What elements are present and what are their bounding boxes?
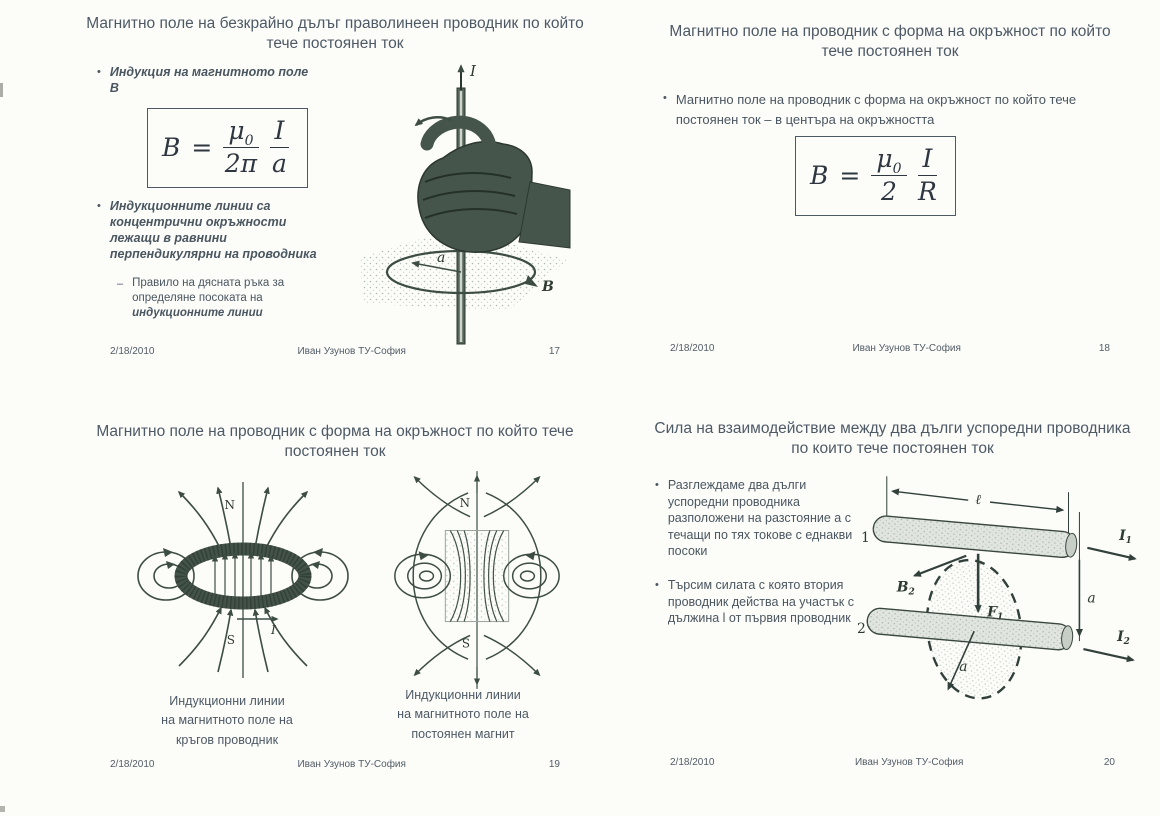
slide-20-title: Сила на взаимодействие между два дълги успоредни проводника по които тече постоянен ток — [654, 420, 1131, 458]
current-i-label: I — [271, 623, 276, 637]
bullet-circle-center — [663, 90, 1111, 129]
axis-and-flares — [179, 482, 307, 678]
caption-loop-line2: на магнитното поле на — [161, 713, 293, 728]
south-label: S — [461, 636, 471, 651]
length-ell-label: ℓ — [975, 492, 982, 509]
footer-page-number: 17 — [548, 346, 560, 357]
hand-illustration — [416, 117, 570, 252]
caption-loop-line3: кръгов проводник — [175, 732, 279, 747]
subbullet-text — [132, 276, 345, 321]
formula-equals: = — [839, 160, 861, 190]
footer-page-number: 19 — [548, 759, 560, 770]
loop-field-lines-figure — [121, 476, 366, 684]
formula-fraction-current — [270, 118, 290, 176]
conductor-1 — [872, 515, 1078, 559]
bullet-induction-line1: Индукция на магнитното поле — [109, 65, 309, 79]
caption-magnet-line2: на магнитното поле на — [397, 707, 529, 722]
caption-loop — [137, 692, 317, 750]
dash-marker: – — [117, 278, 124, 290]
current-symbol: I — [918, 146, 938, 176]
caption-magnet-line1: Индукционни линии — [405, 688, 521, 702]
force-f1-label: $F_1$ — [987, 604, 1004, 623]
mu-symbol: μ — [228, 116, 245, 145]
radius-symbol: R — [918, 176, 937, 206]
denominator-2: 2 — [880, 176, 897, 206]
bullet-marker: • — [97, 66, 101, 78]
bullet-force-sought-text: Търсим силата с която втория проводник действа на участък с дължина l от първия проводник — [667, 578, 854, 625]
denominator-2pi: 2π — [224, 148, 258, 178]
wire-2-label: 2 — [857, 621, 866, 638]
slide-footer — [110, 759, 560, 770]
footer-author: Иван Узунов ТУ-София — [852, 343, 961, 354]
north-label: N — [459, 495, 471, 510]
slide-18-title: Магнитно поле на проводник с форма на окръжност по който тече постоянен ток — [669, 23, 1111, 61]
subbullet-plain: Правило на дясната ръка за определяне посоката на — [132, 277, 285, 304]
bullet-two-conductors — [655, 477, 869, 560]
bullet-force-sought — [655, 577, 869, 627]
magnet-bar — [445, 531, 508, 622]
current-arrow — [461, 62, 477, 90]
formula-circular-loop — [795, 136, 956, 216]
slide-20 — [645, 415, 1140, 785]
footer-author: Иван Узунов ТУ-София — [297, 346, 406, 357]
current-2-arrow — [1083, 629, 1133, 660]
distance-symbol: a — [271, 148, 287, 178]
subbullet-emphasis: индукционните линии — [132, 306, 263, 319]
footer-date: 2/18/2010 — [670, 757, 715, 768]
caption-magnet — [373, 686, 553, 744]
current-symbol: I — [270, 118, 290, 148]
formula-equals: = — [191, 132, 213, 162]
footer-date: 2/18/2010 — [110, 346, 155, 357]
footer-author: Иван Узунов ТУ-София — [854, 757, 964, 768]
footer-page-number: 20 — [1103, 757, 1115, 768]
magnet-field-lines-figure — [383, 466, 571, 694]
formula-lhs: B — [162, 132, 181, 162]
slide-footer — [670, 343, 1110, 354]
slide-19-title: Магнитно поле на проводник с форма на окръжност по който тече постоянен ток — [96, 423, 574, 461]
current-2-label: $I_2$ — [1117, 629, 1130, 648]
bullet-marker: • — [663, 92, 667, 104]
current-i-label: I — [470, 62, 476, 80]
slide-17-title: Магнитно поле на безкрайно дълъг праволинеен проводник по който тече постоянен ток — [86, 15, 584, 53]
slide-footer — [110, 346, 560, 357]
scan-artifact — [0, 806, 5, 812]
formula-fraction-current — [918, 146, 938, 204]
bullet-induction-line2: B — [109, 81, 119, 95]
bullet-field-lines-text: Индукционните линии са концентрични окръжности лежащи в равнини перпендикулярни на проводника — [109, 199, 317, 261]
footer-date: 2/18/2010 — [110, 759, 155, 770]
formula-straight-wire — [147, 108, 308, 188]
current-1-label: $I_1$ — [1119, 527, 1132, 546]
formula-lhs: B — [810, 160, 829, 190]
distance-dimension — [1079, 512, 1095, 641]
formula-fraction-mu — [871, 146, 906, 204]
caption-magnet-line3: постоянен магнит — [411, 726, 515, 741]
bullet-two-conductors-text: Разглеждаме два дълги успоредни проводника разположени на разстояние а с течащи по тях токове с еднакви посоки — [667, 478, 853, 558]
right-hand-rule-figure — [357, 58, 572, 348]
bullet-marker: • — [655, 479, 659, 491]
distance-a-label: a — [1087, 590, 1096, 607]
field-b-label: B — [542, 279, 554, 295]
south-label: S — [226, 633, 235, 647]
bullet-marker: • — [655, 579, 659, 591]
bullet-induction — [97, 64, 349, 96]
caption-loop-line1: Индукционни линии — [169, 694, 285, 708]
field-b2-label: $B_2$ — [896, 579, 915, 598]
radius-a-label: a — [437, 250, 446, 266]
north-label: N — [224, 498, 235, 512]
scan-artifact — [0, 83, 3, 97]
mu-subscript: 0 — [892, 161, 902, 177]
bullet-field-lines — [97, 198, 339, 262]
footer-author: Иван Узунов ТУ-София — [297, 759, 406, 770]
slide-17 — [85, 10, 585, 375]
bullet-marker: • — [97, 200, 101, 212]
subbullet-right-hand-rule — [117, 276, 345, 321]
bullet-circle-center-text: Магнитно поле на проводник с форма на окръжност по който тече постоянен ток – в центъра на окръжността — [675, 92, 1077, 127]
footer-date: 2/18/2010 — [670, 343, 715, 354]
radius-a-label: a — [959, 658, 968, 675]
slide-footer — [670, 757, 1115, 768]
parallel-conductors-figure — [857, 460, 1140, 722]
bullet-induction-text — [110, 64, 308, 96]
mu-subscript: 0 — [244, 133, 254, 149]
mu-symbol: μ — [876, 144, 893, 173]
slide-19 — [85, 418, 585, 783]
slide-18 — [645, 18, 1135, 373]
current-1-arrow — [1087, 528, 1135, 559]
footer-page-number: 18 — [1098, 343, 1110, 354]
wire-1-label: 1 — [860, 529, 870, 546]
formula-fraction-mu — [223, 118, 258, 176]
